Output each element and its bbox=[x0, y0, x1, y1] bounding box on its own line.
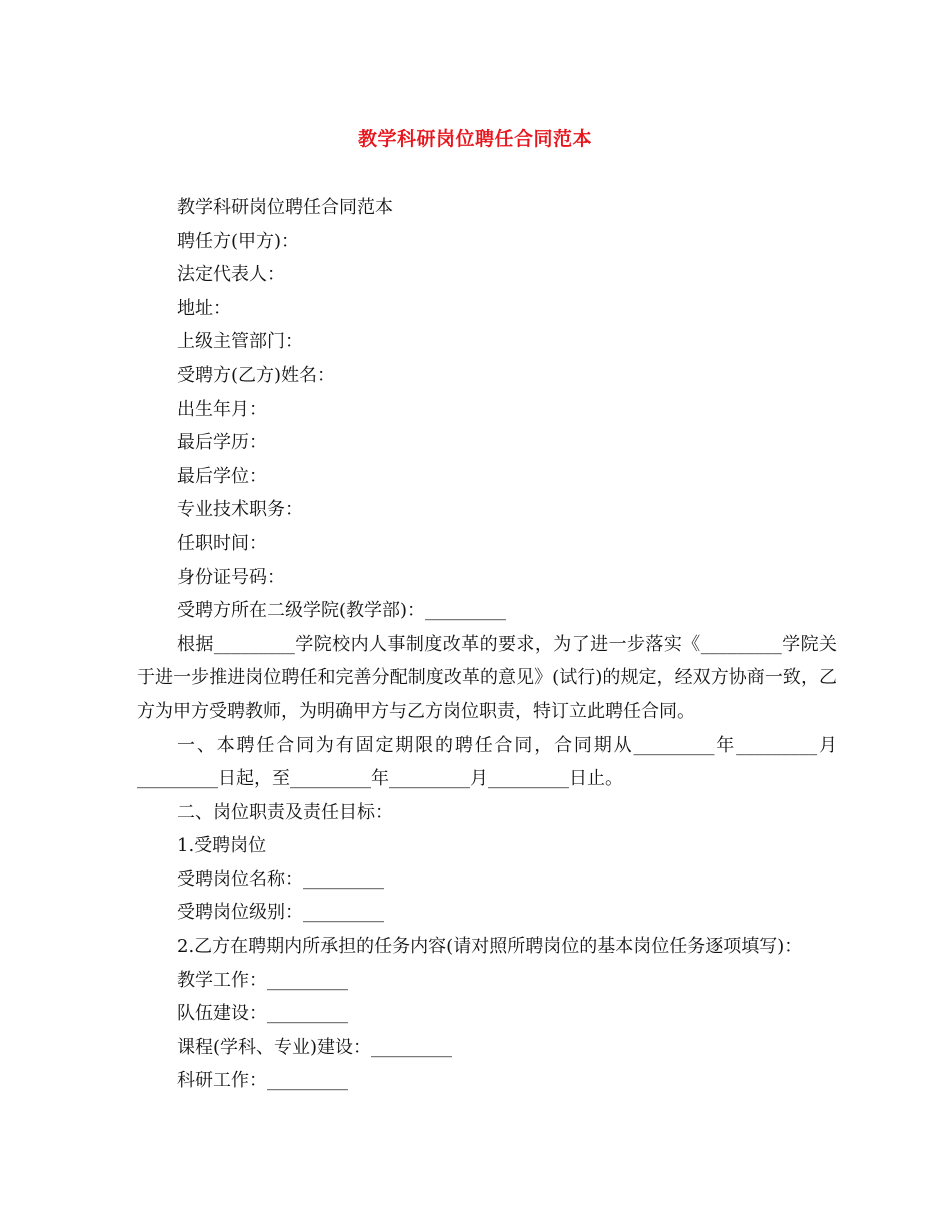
preamble-paragraph: 根据_________学院校内人事制度改革的要求，为了进一步落实《_________学院关于进一步推进岗位聘任和完善分配制度改革的意见》(试行)的规定，经双方协商一致，乙方为甲方受聘教师，为明确甲方与乙方岗位职责，特订立此聘任合同。 bbox=[137, 633, 837, 722]
team-building-field: 队伍建设：_________ bbox=[177, 1003, 348, 1025]
tasks-subheading: 2.乙方在聘期内所承担的任务内容(请对照所聘岗位的基本岗位任务逐项填写)： bbox=[177, 936, 803, 958]
research-work-field: 科研工作：_________ bbox=[177, 1070, 348, 1092]
contract-term-paragraph: 一、本聘任合同为有固定期限的聘任合同，合同期从_________年_________月_________日起，至_________年_________月_________日止。 bbox=[137, 734, 837, 790]
college-field: 受聘方所在二级学院(教学部)：_________ bbox=[177, 600, 507, 622]
education-field: 最后学历： bbox=[177, 432, 267, 454]
document-body bbox=[137, 191, 837, 1098]
birth-date-field: 出生年月： bbox=[177, 398, 267, 420]
heading-line: 教学科研岗位聘任合同范本 bbox=[177, 197, 393, 218]
post-level-field: 受聘岗位级别：_________ bbox=[177, 902, 384, 924]
document-title: 教学科研岗位聘任合同范本 bbox=[357, 128, 592, 150]
id-number-field: 身份证号码： bbox=[177, 566, 285, 588]
legal-representative-field: 法定代表人： bbox=[177, 264, 285, 286]
curriculum-building-field: 课程(学科、专业)建设：_________ bbox=[177, 1036, 453, 1058]
degree-field: 最后学位： bbox=[177, 465, 267, 487]
employee-name-field: 受聘方(乙方)姓名： bbox=[177, 364, 336, 386]
post-subheading: 1.受聘岗位 bbox=[177, 835, 267, 857]
post-name-field: 受聘岗位名称：_________ bbox=[177, 868, 384, 890]
supervising-department-field: 上级主管部门： bbox=[177, 331, 303, 353]
professional-title-field: 专业技术职务： bbox=[177, 499, 303, 521]
appointment-time-field: 任职时间： bbox=[177, 532, 267, 554]
employer-field: 聘任方(甲方)： bbox=[177, 230, 300, 252]
address-field: 地址： bbox=[177, 297, 231, 319]
section-two-heading: 二、岗位职责及责任目标： bbox=[177, 801, 393, 823]
teaching-work-field: 教学工作：_________ bbox=[177, 969, 348, 991]
